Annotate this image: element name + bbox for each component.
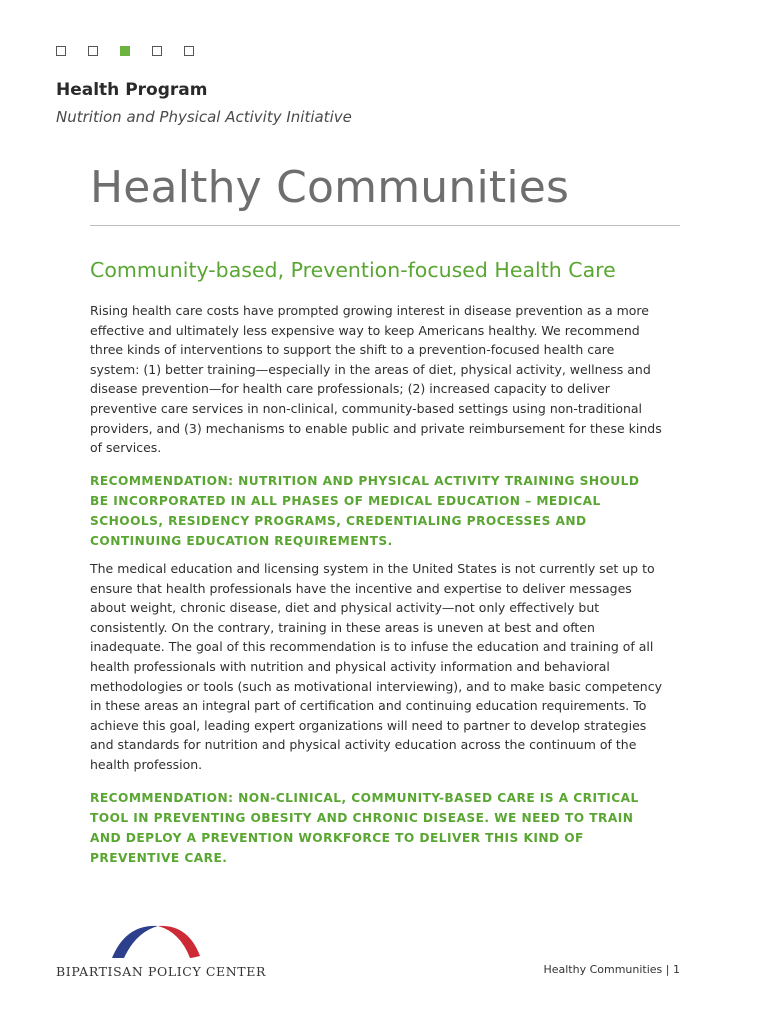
- progress-square-1: [56, 46, 66, 56]
- logo-wordmark: BIPARTISAN POLICY CENTER: [56, 964, 266, 979]
- explanation-paragraph: The medical education and licensing system in the United States is not currently set up to ensure that health professionals have the incentive and expertise to deliver messages about weight, chronic disease, diet and physical activity—not only effectively but consistently. On the contrary, training in these areas is uneven at best and often inadequate. The goal of this recommendation is to infuse the education and training of all health professionals with nutrition and physical activity information and behavioral methodologies or tools (such as motivational interviewing), and to make basic competency in these areas an integral part of certification and continuing education requirements. To achieve this goal, leading expert organizations will need to partner to develop strategies and standards for nutrition and physical activity education across the continuum of the health profession.: [90, 561, 662, 772]
- intro-paragraph: Rising health care costs have prompted growing interest in disease prevention as a more effective and ultimately less expensive way to keep Americans healthy. We recommend three kinds of interventions to support the shift to a prevention-focused health care system: (1) better training—especially in the areas of diet, physical activity, wellness and disease prevention—for health care professionals; (2) increased capacity to deliver preventive care services in non-clinical, community-based settings using non-traditional providers, and (3) mechanisms to enable public and private reimbursement for these kinds of services.: [90, 303, 662, 456]
- recommendation-2: RECOMMENDATION: NON-CLINICAL, COMMUNITY-BASED CARE IS A CRITICAL TOOL IN PREVENTING OBESITY AND CHRONIC DISEASE. WE NEED TO TRAIN AND DEPLOY A PREVENTION WORKFORCE TO DELIVER THIS KIND OF PREVENTIVE CARE.: [90, 791, 639, 865]
- logo-arcs-icon: [106, 918, 206, 960]
- program-name: Health Program: [56, 80, 208, 100]
- recommendation-1: RECOMMENDATION: NUTRITION AND PHYSICAL ACTIVITY TRAINING SHOULD BE INCORPORATED IN ALL PHASES OF MEDICAL EDUCATION – MEDICAL SCHOOLS, RESIDENCY PROGRAMS, CREDENTIALING PROCESSES AND CONTINUING EDUCATION REQUIREMENTS.: [90, 474, 640, 548]
- section-subtitle: Community-based, Prevention-focused Health Care: [90, 258, 616, 282]
- progress-square-5: [184, 46, 194, 56]
- progress-square-2: [88, 46, 98, 56]
- section-progress-indicator: [56, 46, 194, 56]
- initiative-name: Nutrition and Physical Activity Initiative: [56, 108, 352, 126]
- progress-square-3: [120, 46, 130, 56]
- page-title: Healthy Communities: [90, 162, 570, 213]
- progress-square-4: [152, 46, 162, 56]
- title-divider: [90, 225, 680, 226]
- bipartisan-policy-center-logo: [56, 918, 266, 980]
- page-footer: Healthy Communities | 1: [543, 963, 680, 976]
